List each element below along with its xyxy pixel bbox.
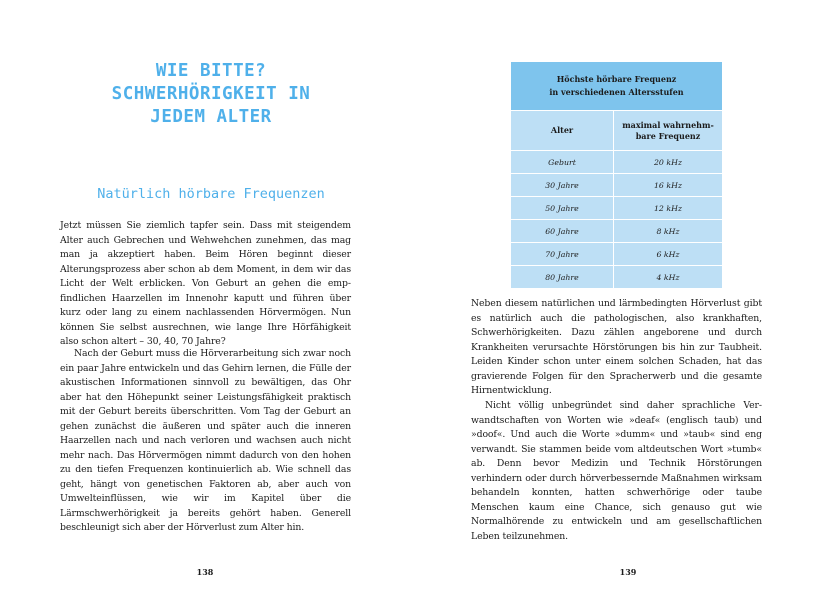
page-number: 139 [619, 567, 637, 577]
age-cell: 30 Jahre [511, 174, 614, 197]
section-heading: Natürlich hörbare Frequenzen [97, 186, 325, 202]
table-row [511, 151, 722, 174]
column-header-line: maximal wahrnehm- [622, 119, 714, 130]
table-row [511, 266, 722, 289]
frequency-table [511, 62, 722, 289]
frequency-cell: 12 kHz [614, 197, 723, 220]
frequency-cell: 4 kHz [614, 266, 723, 289]
body-paragraph: Jetzt müssen Sie ziemlich tapfer sein. Dass mit steigendem Alter auch Gebrechen und Wehwehchen zunehmen, das mag man ja akzeptiert haben. Beim Hören beginnt dieser Alterungsprozess aber schon ab dem Moment, in dem wir das Licht der Welt erblicken. Von Geburt an gehen die empfindlichen Haarzellen im Innenohr kaputt und führen über kurz oder lang zu einem nachlassenden Hörvermögen. Nun können Sie selbst ausrechnen, wie lange Ihre Hörfähigkeit also schon altert – 30, 40, 70 Jahre? [60, 220, 351, 347]
right-page [411, 0, 822, 595]
table-title-line: Höchste hörbare Frequenz [556, 74, 677, 84]
age-cell: 60 Jahre [511, 220, 614, 243]
chapter-title-line: JEDEM ALTER [150, 107, 272, 127]
column-header-line: bare Frequenz [635, 130, 701, 141]
table-row [511, 243, 722, 266]
column-header-frequency [614, 111, 723, 151]
age-cell: 70 Jahre [511, 243, 614, 266]
age-cell: 80 Jahre [511, 266, 614, 289]
chapter-title [60, 60, 362, 129]
page-number: 138 [196, 567, 214, 577]
table-title [511, 62, 722, 111]
table-row [511, 174, 722, 197]
body-paragraph: Nach der Geburt muss die Hörverarbeitung sich zwar noch ein paar Jahre entwickeln und das Gehirn lernen, die Fülle der akustischen Informationen sinnvoll zu bewältigen, das Ohr aber hat den Höhepunkt seiner Leistungsfähigkeit praktisch mit der Geburt bereits überschritten. Vom Tag der Geburt an gehen zunächst die äußeren und später auch die inneren Haarzellen nach und nach verloren und wachsen auch nicht mehr nach. Das Hörvermögen nimmt dadurch von den hohen zu den tiefen Frequenzen kontinuierlich ab. Wie schnell das geht, hängt von genetischen Faktoren ab, aber auch von Umwelteinflüssen, wie wir im Kapitel über die Lärmschwerhörigkeit ja bereits gehört haben. Generell beschleunigt sich aber der Hörverlust zum Alter hin. [60, 348, 351, 533]
table-row [511, 220, 722, 243]
frequency-cell: 20 kHz [614, 151, 723, 174]
chapter-title-line: SCHWERHÖRIGKEIT IN [111, 84, 311, 104]
frequency-cell: 6 kHz [614, 243, 723, 266]
chapter-title-line: WIE BITTE? [155, 61, 267, 81]
body-paragraph: Neben diesem natürlichen und lärmbedingten Hörverlust gibt es natürlich auch die pathologischen, also krankhaften, Schwerhörigkeiten. Dazu zählen angeborene und durch Krankheiten verursachte Hörstörungen bis hin zur Taubheit. Leiden Kinder schon unter einem solchen Schaden, hat das gravierende Folgen für den Spracherwerb und die gesamte Hirnentwicklung. [471, 298, 762, 396]
age-cell: Geburt [511, 151, 614, 174]
frequency-cell: 16 kHz [614, 174, 723, 197]
frequency-cell: 8 kHz [614, 220, 723, 243]
column-header-age: Alter [511, 111, 614, 151]
age-cell: 50 Jahre [511, 197, 614, 220]
table-row [511, 197, 722, 220]
table-title-line: in verschiedenen Altersstufen [549, 87, 684, 97]
body-paragraph: Nicht völlig unbegründet sind daher sprachliche Verwandtschaften von Worten wie »deaf« (englisch taub) und »doof«. Und auch die Worte »dumm« und »taub« sind eng verwandt. Sie stammen beide vom altdeutschen Wort »tumb« ab. Denn bevor Medizin und Technik Hörstörungen verhindern oder durch hörverbessernde Maßnahmen wirksam behandeln konnten, hatten schwerhörige oder taube Menschen kaum eine Chance, sich genauso gut wie Normalhörende zu entwickeln und am gesellschaftlichen Leben teilzunehmen. [471, 400, 762, 542]
